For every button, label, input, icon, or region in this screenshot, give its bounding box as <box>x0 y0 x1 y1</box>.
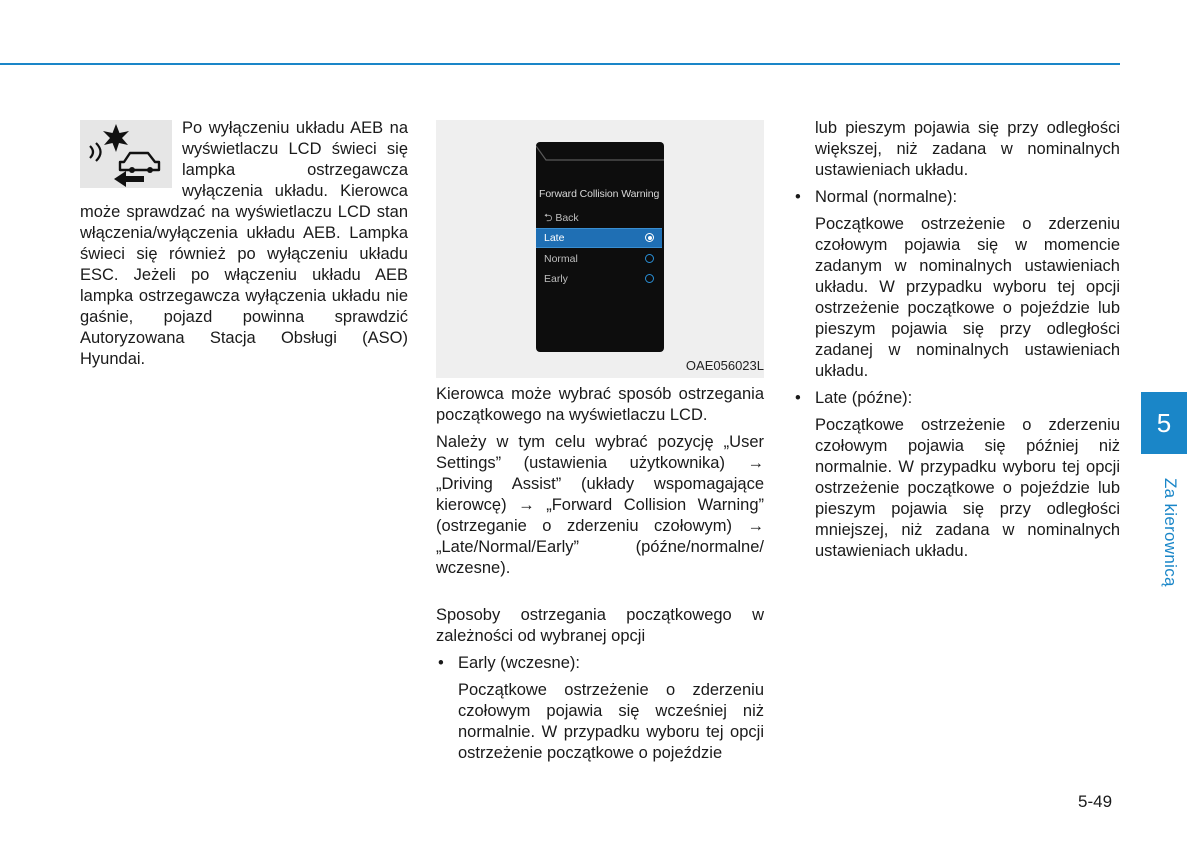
option-label: Normal <box>544 253 578 265</box>
lcd-option-early[interactable] <box>536 270 662 288</box>
figure-code: OAE056023L <box>685 358 764 373</box>
option-label: Early <box>544 273 568 285</box>
option-label: Late <box>544 232 565 244</box>
lcd-screen <box>536 142 664 352</box>
chapter-title: Za kierownicą <box>1161 478 1180 587</box>
early-description: Początkowe ostrzeżenie o zderzeniu czołowym pojawia się wcześniej niż normalnie. W przypadku wyboru tej opcji ostrzeżenie początkowe o pojeździe <box>458 681 764 762</box>
lcd-bezel-icon <box>536 142 664 164</box>
chapter-number-tab: 5 <box>1141 392 1187 454</box>
aeb-off-warning-icon <box>80 120 172 188</box>
aeb-warning-paragraph: Po wyłączeniu układu AEB na wyświetlaczu LCD świeci się lampka ostrzegawcza wyłączenia układu. Kierowca może sprawdzać na wyświetlaczu LCD stan włączenia/wyłączenia układu AEB. Lampka świeci się również po wyłączeniu układu ESC. Jeżeli po włączeniu układu AEB lampka ostrzegawcza wyłączenia układu nie gaśnie, pojazd powinna sprawdzić Autoryzowana Stacja Obsługi (ASO) Hyundai. <box>80 119 408 368</box>
lcd-figure <box>436 120 764 378</box>
paragraph-menu-path: Należy w tym celu wybrać pozycję „User Settings” (ustawienia użytkownika) → „Driving Assist” (układy wspomagające kierowcę) → „Forward Collision Warning” (ostrzeganie o zderzeniu czołowym) → „Late/Normal/Early” (późne/normalne/ wczesne). <box>436 433 764 577</box>
lcd-menu-title: Forward Collision Warning <box>539 188 660 200</box>
bullet-normal: • Normal (normalne): <box>793 187 1120 208</box>
late-description: Początkowe ostrzeżenie o zderzeniu czołowym pojawia się później niż normalnie. W przypadku wyboru tej opcji ostrzeżenie początkowe o pojeździe lub pieszym pojawia się przy odległości mniejszej, niż zadana w nominalnych ustawieniach układu. <box>815 416 1120 560</box>
early-description-continued: lub pieszym pojawia się przy odległości większej, niż zadana w nominalnych ustawieniach układu. <box>815 119 1120 179</box>
page-number: 5-49 <box>1078 792 1113 811</box>
radio-icon <box>645 274 654 283</box>
paragraph-modes-intro: Sposoby ostrzegania początkowego w zależności od wybranej opcji <box>436 606 764 645</box>
column-middle <box>436 120 764 770</box>
header-rule <box>0 63 1120 65</box>
normal-description: Początkowe ostrzeżenie o zderzeniu czołowym pojawia się w momencie zadanym w nominalnych ustawieniach układu. W przypadku wyboru tej opcji ostrzeżenie początkowe o pojeździe lub pieszym pojawia się przy odległości zadanej w nominalnych ustawieniach układu. <box>815 215 1120 380</box>
column-left <box>80 118 408 370</box>
column-right <box>793 118 1120 568</box>
lcd-back-item[interactable]: ⮌ Back <box>544 212 579 224</box>
paragraph-select: Kierowca może wybrać sposób ostrzegania początkowego na wyświetlaczu LCD. <box>436 385 764 424</box>
lcd-option-late[interactable] <box>536 228 662 248</box>
radio-icon <box>645 254 654 263</box>
lcd-option-normal[interactable] <box>536 250 662 268</box>
radio-selected-icon <box>645 233 654 242</box>
bullet-late: • Late (późne): <box>793 388 1120 409</box>
bullet-early: • Early (wczesne): <box>436 653 764 674</box>
